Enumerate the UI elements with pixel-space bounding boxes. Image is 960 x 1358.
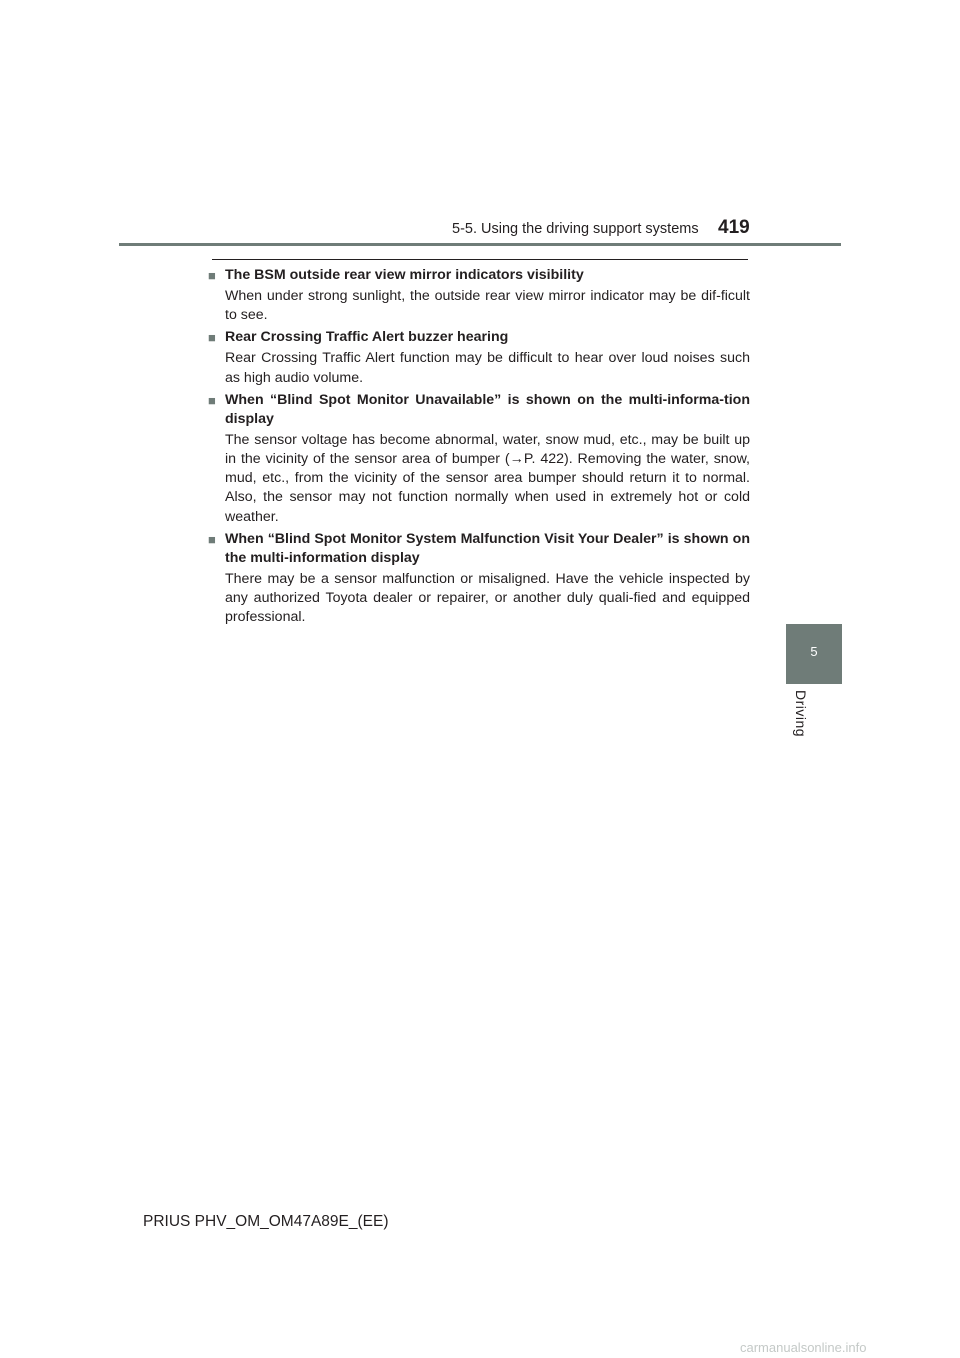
chapter-tab (786, 624, 842, 684)
note-body: Rear Crossing Traffic Alert function may be difficult to hear over loud noises such as high audio volume. (225, 350, 750, 386)
note-heading-text: When “Blind Spot Monitor System Malfunction Visit Your Dealer” is shown on the multi-information display (225, 530, 750, 566)
square-bullet-icon: ■ (208, 392, 216, 408)
square-bullet-icon: ■ (208, 330, 216, 346)
square-bullet-icon: ■ (208, 268, 216, 283)
note-body: When under strong sunlight, the outside rear view mirror indicator may be dif-ficult to see. (225, 288, 750, 324)
note-heading-text: When “Blind Spot Monitor Unavailable” is shown on the multi-informa-tion display (225, 391, 750, 427)
note-heading-text: Rear Crossing Traffic Alert buzzer hearing (225, 329, 509, 346)
content-divider (212, 259, 748, 260)
note-item (208, 328, 750, 387)
section-title: 5-5. Using the driving support systems (452, 221, 699, 237)
chapter-label: Driving (793, 690, 809, 738)
document-code: PRIUS PHV_OM_OM47A89E_(EE) (143, 1213, 389, 1230)
note-item (208, 266, 750, 325)
header-divider (119, 243, 841, 246)
note-item (208, 391, 750, 527)
square-bullet-icon: ■ (208, 531, 216, 547)
note-heading (208, 266, 750, 285)
note-heading (208, 391, 750, 429)
chapter-number: 5 (810, 644, 818, 659)
notes-content (208, 266, 750, 630)
watermark: carmanualsonline.info (740, 1340, 867, 1355)
page-number: 419 (718, 217, 750, 238)
note-heading (208, 328, 750, 347)
note-item (208, 530, 750, 628)
note-body: There may be a sensor malfunction or misaligned. Have the vehicle inspected by any authorized Toyota dealer or repairer, or another duly quali-fied and equipped professional. (225, 570, 750, 626)
note-body: The sensor voltage has become abnormal, water, snow mud, etc., may be built up in the vicinity of the sensor area of bumper (→P. 422). Removing the water, snow, mud, etc., from the vicinity of the sensor area bumper should return it to normal. Also, the sensor may not function normally when used in extremely hot or cold weather. (225, 431, 750, 525)
note-heading-text: The BSM outside rear view mirror indicators visibility (225, 267, 584, 283)
note-heading (208, 530, 750, 568)
